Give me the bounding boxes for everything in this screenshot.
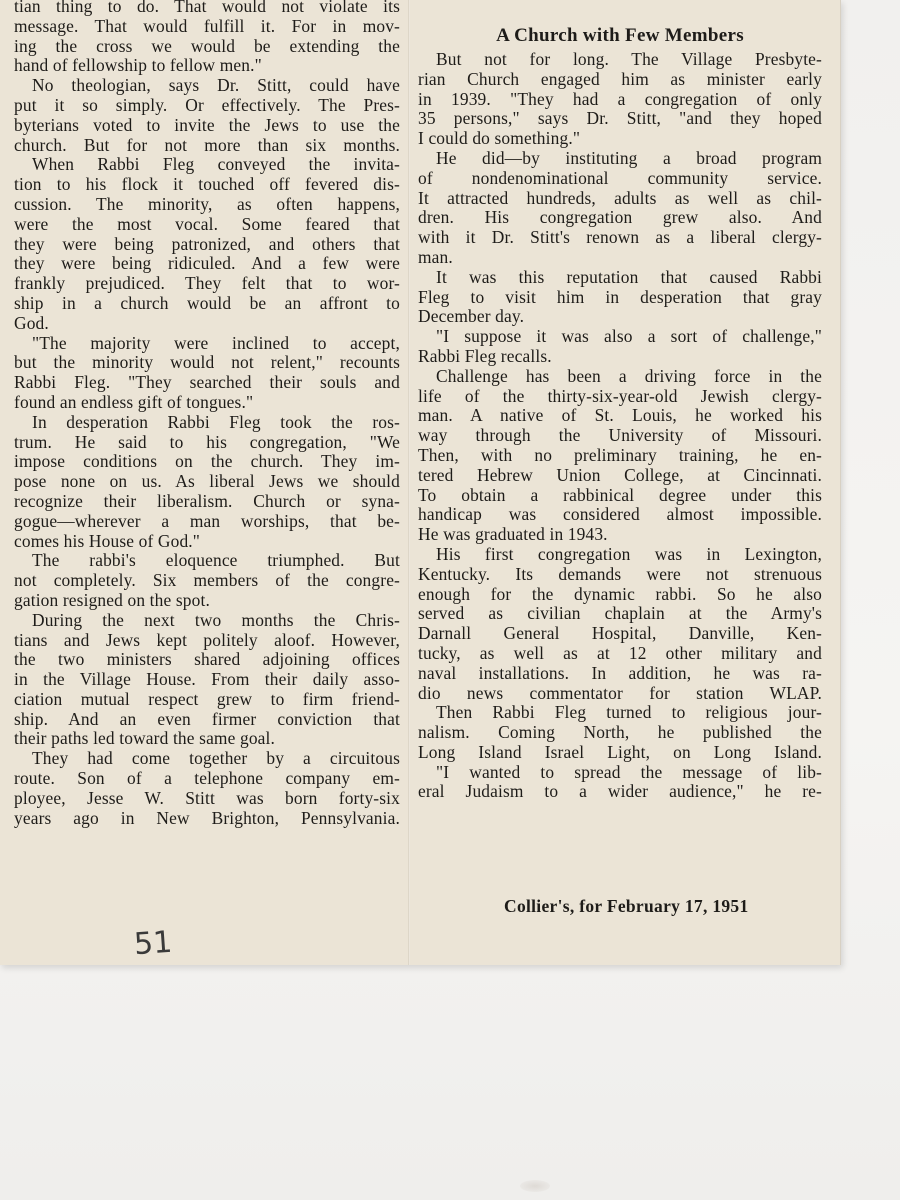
- text-line: found an endless gift of tongues.": [14, 391, 254, 412]
- text-line: Then Rabbi Fleg turned to religious jour-: [436, 702, 822, 723]
- text-line: were the most vocal. Some feared that: [14, 213, 400, 234]
- text-line: He did—by instituting a broad program: [436, 147, 822, 168]
- text-line: they were being ridiculed. And a few were: [14, 253, 400, 274]
- text-line: years ago in New Brighton, Pennsylvania.: [14, 807, 400, 828]
- text-line: No theologian, says Dr. Stitt, could have: [32, 75, 400, 96]
- text-line: Kentucky. Its demands were not strenuous: [418, 563, 822, 584]
- text-line: trum. He said to his congregation, "We: [14, 431, 400, 452]
- text-line: Darnall General Hospital, Danville, Ken-: [418, 623, 822, 644]
- section-heading: A Church with Few Members: [496, 25, 744, 46]
- text-line: naval installations. In addition, he was ra-: [418, 662, 822, 683]
- text-line: route. Son of a telephone company em-: [14, 768, 400, 789]
- publication-footer: Collier's, for February 17, 1951: [504, 896, 749, 916]
- text-line: eral Judaism to a wider audience," he re-: [418, 781, 822, 802]
- text-line: but the minority would not relent," recounts: [14, 352, 400, 373]
- text-line: During the next two months the Chris-: [32, 609, 400, 630]
- text-line: served as civilian chaplain at the Army's: [418, 603, 822, 624]
- text-line: December day.: [418, 306, 525, 327]
- text-line: They had come together by a circuitous: [32, 748, 400, 769]
- text-line: tians and Jews kept politely aloof. However,: [14, 629, 400, 650]
- text-line: "The majority were inclined to accept,: [32, 332, 400, 353]
- text-line: they were being patronized, and others that: [14, 233, 400, 254]
- text-line: The rabbi's eloquence triumphed. But: [32, 550, 400, 571]
- text-line: message. That would fulfill it. For in mov-: [14, 15, 400, 36]
- text-line: their paths led toward the same goal.: [14, 728, 276, 749]
- text-line: dio news commentator for station WLAP.: [418, 682, 822, 703]
- left-text-column: [14, 0, 400, 828]
- text-line: man. A native of St. Louis, he worked his: [418, 405, 822, 426]
- text-line: To obtain a rabbinical degree under this: [418, 484, 822, 505]
- text-line: "I wanted to spread the message of lib-: [436, 761, 822, 782]
- text-line: Fleg to visit him in desperation that gray: [418, 286, 822, 307]
- text-line: tered Hebrew Union College, at Cincinnati.: [418, 464, 822, 485]
- text-line: gation resigned on the spot.: [14, 589, 210, 610]
- text-line: not completely. Six members of the congre-: [14, 570, 400, 591]
- text-line: Rabbi Fleg recalls.: [418, 345, 552, 366]
- text-line: When Rabbi Fleg conveyed the invita-: [32, 154, 400, 175]
- dust-speck: [520, 1180, 550, 1192]
- handwritten-page-number: 51: [132, 924, 174, 963]
- text-line: the two ministers shared adjoining offices: [14, 649, 400, 670]
- text-line: I could do something.": [418, 128, 581, 149]
- text-line: It was this reputation that caused Rabbi: [436, 266, 822, 287]
- text-line: His first congregation was in Lexington,: [436, 543, 822, 564]
- text-line: dren. His congregation grew also. And: [418, 207, 822, 228]
- text-line: church. But for not more than six months.: [14, 134, 400, 155]
- text-line: byterians voted to invite the Jews to use the: [14, 114, 400, 135]
- text-line: God.: [14, 312, 49, 333]
- text-line: life of the thirty-six-year-old Jewish clergy-: [418, 385, 822, 406]
- column-fold-line: [408, 0, 410, 965]
- text-line: ing the cross we would be extending the: [14, 35, 400, 56]
- text-line: in the Village House. From their daily asso-: [14, 669, 400, 690]
- text-line: of nondenominational community service.: [418, 167, 822, 188]
- text-line: In desperation Rabbi Fleg took the ros-: [32, 411, 400, 432]
- text-line: tion to his flock it touched off fevered dis-: [14, 174, 400, 195]
- text-line: man.: [418, 246, 453, 267]
- text-line: comes his House of God.": [14, 530, 201, 551]
- text-line: hand of fellowship to fellow men.": [14, 55, 262, 76]
- text-line: Then, with no preliminary training, he en-: [418, 444, 822, 465]
- text-line: It attracted hundreds, adults as well as chil-: [418, 187, 822, 208]
- text-line: ship. And an even firmer conviction that: [14, 708, 400, 729]
- text-line: ship in a church would be an affront to: [14, 292, 400, 313]
- text-line: tian thing to do. That would not violate its: [14, 0, 400, 16]
- text-line: But not for long. The Village Presbyte-: [436, 49, 822, 69]
- text-line: rian Church engaged him as minister early: [418, 68, 822, 89]
- text-line: 35 persons," says Dr. Stitt, "and they hoped: [418, 108, 822, 129]
- text-line: recognize their liberalism. Church or syna-: [14, 490, 400, 511]
- text-line: put it so simply. Or effectively. The Pres-: [14, 94, 400, 115]
- text-line: cussion. The minority, as often happens,: [14, 193, 400, 214]
- text-line: nalism. Coming North, he published the: [418, 722, 822, 743]
- text-line: "I suppose it was also a sort of challenge,": [436, 326, 822, 347]
- text-line: in 1939. "They had a congregation of only: [418, 88, 822, 109]
- text-line: ployee, Jesse W. Stitt was born forty-six: [14, 787, 400, 808]
- right-column-body: [418, 50, 822, 802]
- text-line: ciation mutual respect grew to firm friend-: [14, 688, 400, 709]
- text-line: enough for the dynamic rabbi. So he also: [418, 583, 822, 604]
- text-line: gogue—wherever a man worships, that be-: [14, 510, 400, 531]
- text-line: impose conditions on the church. They im-: [14, 451, 400, 472]
- text-line: handicap was considered almost impossible.: [418, 504, 822, 525]
- text-line: way through the University of Missouri.: [418, 425, 822, 446]
- text-line: frankly prejudiced. They felt that to wor-: [14, 273, 400, 294]
- text-line: tucky, as well as at 12 other military and: [418, 642, 822, 663]
- text-line: Rabbi Fleg. "They searched their souls and: [14, 372, 400, 393]
- text-line: Challenge has been a driving force in the: [436, 365, 822, 386]
- right-text-column: [418, 22, 822, 802]
- text-line: pose none on us. As liberal Jews we should: [14, 471, 400, 492]
- text-line: He was graduated in 1943.: [418, 524, 608, 545]
- text-line: with it Dr. Stitt's renown as a liberal clergy-: [418, 227, 822, 248]
- text-line: Long Island Israel Light, on Long Island.: [418, 741, 822, 762]
